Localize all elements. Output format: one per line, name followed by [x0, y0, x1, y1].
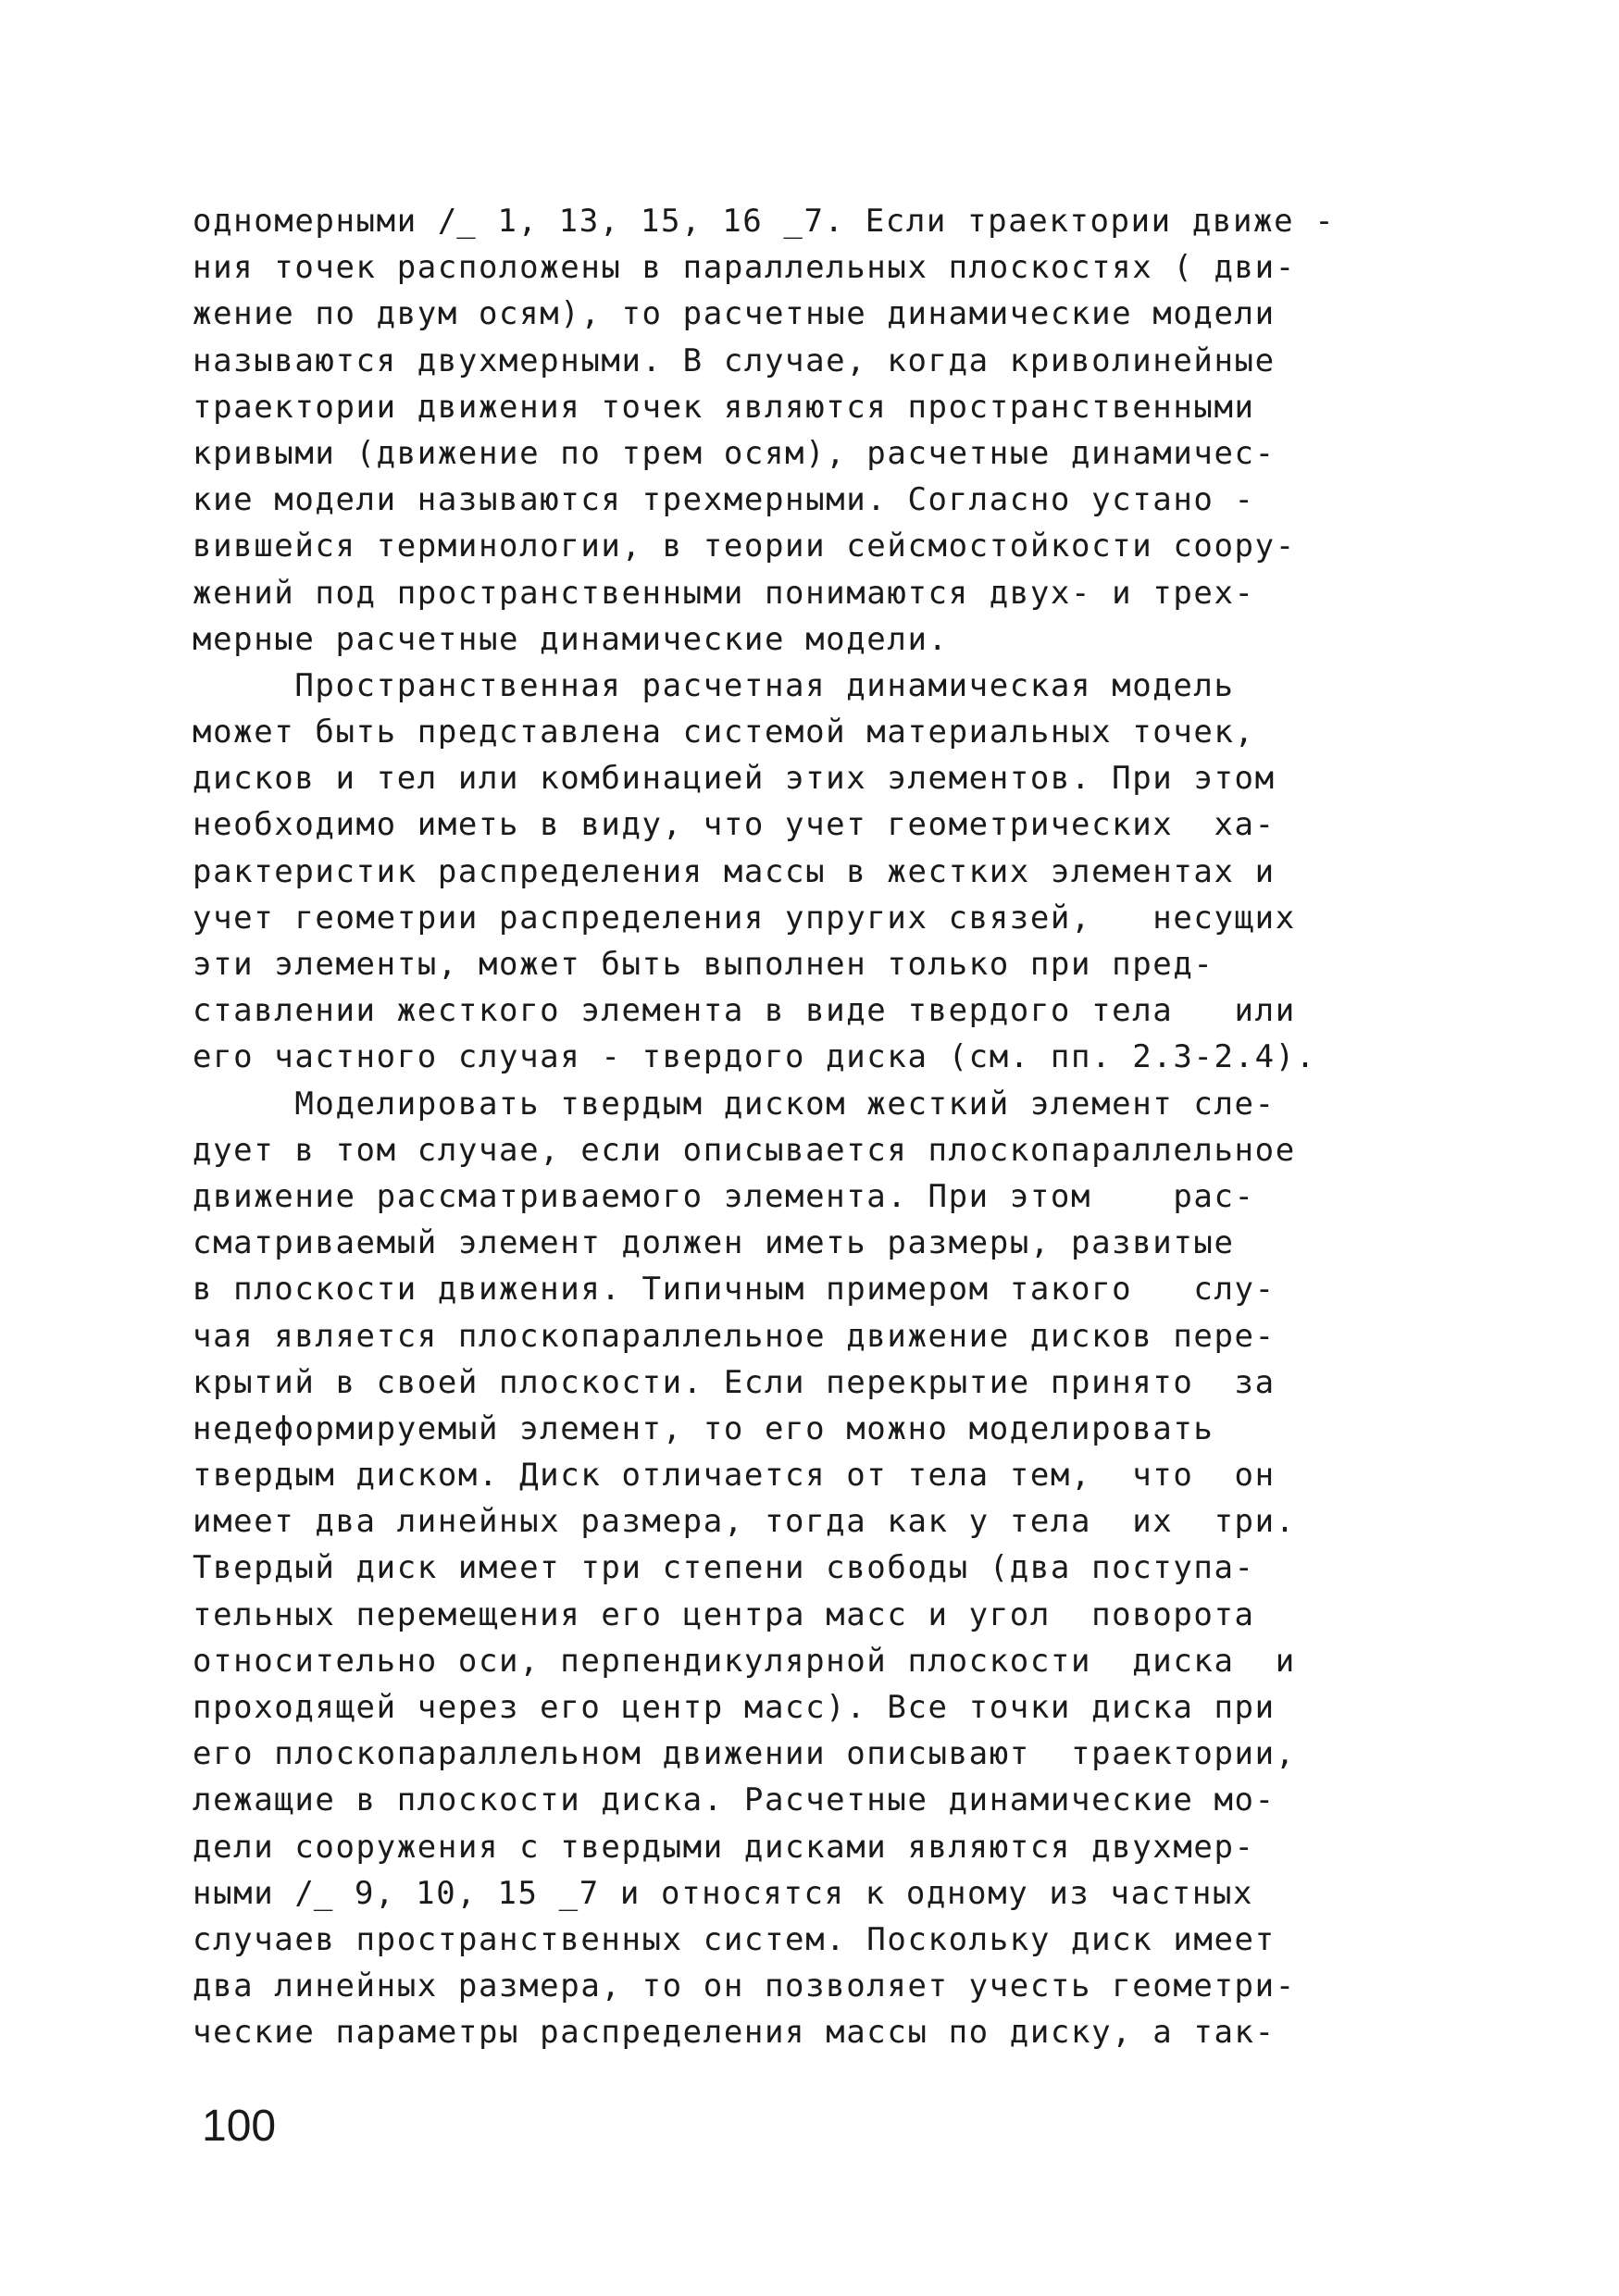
text-line: крытий в своей плоскости. Если перекрытие принято за — [193, 1363, 1276, 1401]
text-line: имеет два линейных размера, тогда как у тела их три. — [193, 1503, 1296, 1541]
text-line: два линейных размера, то он позволяет учесть геометри- — [193, 1967, 1296, 2005]
text-line: одномерными /̲ 1, 13, 15, 16 _7. Если траектории движе - — [193, 203, 1336, 240]
text-line: жений под пространственными понимаются двух- и трех- — [193, 574, 1255, 612]
text-line: тельных перемещения его центра масс и угол поворота — [193, 1595, 1255, 1633]
text-line: траектории движения точек являются пространственными — [193, 388, 1255, 426]
text-line: мерные расчетные динамические модели. — [193, 620, 949, 658]
text-line: проходящей через его центр масс). Все точки диска при — [193, 1689, 1276, 1726]
text-line: кие модели называются трехмерными. Согласно устано - — [193, 481, 1255, 519]
text-line: дели сооружения с твердыми дисками являются двухмер- — [193, 1828, 1255, 1866]
text-line: называются двухмерными. В случае, когда криволинейные — [193, 341, 1276, 379]
text-line: ставлении жесткого элемента в виде твердого тела или — [193, 992, 1296, 1030]
text-line: дует в том случае, если описывается плоскопараллельное — [193, 1131, 1296, 1169]
text-line: ческие параметры распределения массы по диску, а так- — [193, 2014, 1276, 2052]
text-line: Твердый диск имеет три степени свободы (два поступа- — [193, 1549, 1255, 1587]
text-line: ными /̲ 9, 10, 15 _7 и относятся к одному из частных — [193, 1874, 1254, 1912]
text-line: жение по двум осям), то расчетные динамические модели — [193, 295, 1276, 333]
text-line: твердым диском. Диск отличается от тела тем, что он — [193, 1457, 1276, 1495]
text-line: может быть представлена системой материальных точек, — [193, 714, 1255, 751]
text-line: вившейся терминологии, в теории сейсмостойкости соору- — [193, 527, 1296, 565]
text-line: сматриваемый элемент должен иметь размеры, развитые — [193, 1224, 1235, 1262]
text-line: недеформируемый элемент, то его можно моделировать — [193, 1409, 1214, 1447]
text-line: лежащие в плоскости диска. Расчетные динамические мо- — [193, 1781, 1276, 1819]
text-line: его частного случая - твердого диска (см. пп. 2.3-2.4). — [193, 1038, 1316, 1076]
text-line: чая является плоскопараллельное движение дисков пере- — [193, 1317, 1276, 1355]
page-number: 100 — [202, 2102, 277, 2151]
text-line: дисков и тел или комбинацией этих элементов. При этом — [193, 760, 1276, 798]
text-line: необходимо иметь в виду, что учет геометрических ха- — [193, 806, 1276, 844]
text-line: относительно оси, перпендикулярной плоскости диска и — [193, 1642, 1296, 1680]
body-text — [193, 198, 1442, 2056]
text-line: Пространственная расчетная динамическая модель — [193, 666, 1235, 704]
text-line: в плоскости движения. Типичным примером такого слу- — [193, 1271, 1276, 1309]
text-line: движение рассматриваемого элемента. При этом рас- — [193, 1177, 1255, 1215]
text-line: его плоскопараллельном движении описывают траектории, — [193, 1735, 1296, 1773]
text-line: Моделировать твердым диском жесткий элемент сле- — [193, 1085, 1276, 1123]
text-line: учет геометрии распределения упругих связей, несущих — [193, 899, 1296, 937]
text-line: случаев пространственных систем. Поскольку диск имеет — [193, 1920, 1276, 1958]
text-line: эти элементы, может быть выполнен только при пред- — [193, 946, 1214, 983]
text-line: кривыми (движение по трем осям), расчетные динамичес- — [193, 434, 1276, 472]
text-line: рактеристик распределения массы в жестких элементах и — [193, 852, 1276, 890]
text-line: ния точек расположены в параллельных плоскостях ( дви- — [193, 249, 1296, 287]
